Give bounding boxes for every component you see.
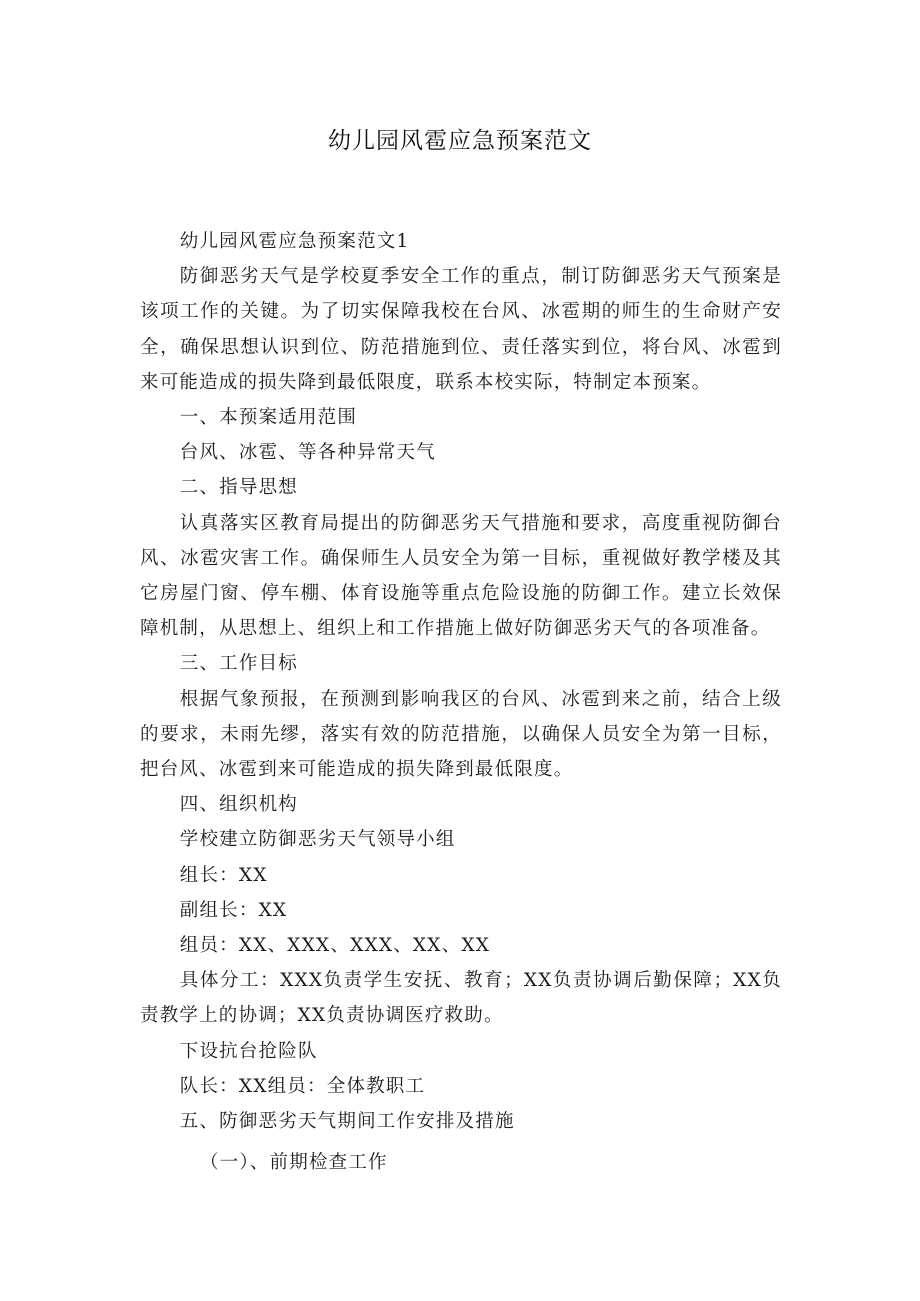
section-heading-scope: 一、本预案适用范围: [179, 407, 358, 429]
paragraph-org-group: 学校建立防御恶劣天气领导小组: [179, 829, 456, 851]
paragraph-members: 组员：XX、XXX、XXX、XX、XX: [179, 935, 491, 957]
document-body: [140, 224, 782, 1139]
paragraph-goals: 根据气象预报，在预测到影响我区的台风、冰雹到来之前，结合上级的要求，未雨先缪，落实有效的防范措施，以确保人员安全为第一目标，把台风、冰雹到来可能造成的损失降到最低限度。: [140, 688, 782, 781]
paragraph-guiding: 认真落实区教育局提出的防御恶劣天气措施和要求，高度重视防御台风、冰雹灾害工作。确保师生人员安全为第一目标，重视做好教学楼及其它房屋门窗、停车棚、体育设施等重点危险设施的防御工作。建立长效保障机制，从思想上、组织上和工作措施上做好防御恶劣天气的各项准备。: [140, 512, 782, 640]
paragraph-intro: 防御恶劣天气是学校夏季安全工作的重点，制订防御恶劣天气预案是该项工作的关键。为了切实保障我校在台风、冰雹期的师生的生命财产安全，确保思想认识到位、防范措施到位、责任落实到位，将台风、冰雹到来可能造成的损失降到最低限度，联系本校实际，特制定本预案。: [140, 266, 782, 393]
paragraph-division-of-work: 具体分工：XXX负责学生安抚、教育；XX负责协调后勤保障；XX负责教学上的协调；XX负责协调医疗救助。: [140, 970, 782, 1027]
section-heading-measures: 五、防御恶劣天气期间工作安排及措施: [179, 1111, 515, 1133]
section-heading-goals: 三、工作目标: [179, 653, 298, 675]
subsection-heading: （一）、前期检查工作: [200, 1152, 388, 1173]
paragraph-scope: 台风、冰雹、等各种异常天气: [179, 442, 436, 464]
paragraph-deputy-leader: 副组长：XX: [179, 899, 288, 921]
paragraph-rescue-team: 下设抗台抢险队: [179, 1040, 318, 1062]
paragraph-team-captain: 队长：XX组员：全体教职工: [179, 1075, 426, 1097]
paragraph-leader: 组长：XX: [179, 864, 268, 886]
section-heading-guiding: 二、指导思想: [179, 477, 298, 499]
paragraph-heading-1: 幼儿园风雹应急预案范文1: [179, 231, 410, 252]
document-title: 幼儿园风雹应急预案范文: [328, 128, 592, 154]
section-heading-organization: 四、组织机构: [179, 794, 298, 816]
